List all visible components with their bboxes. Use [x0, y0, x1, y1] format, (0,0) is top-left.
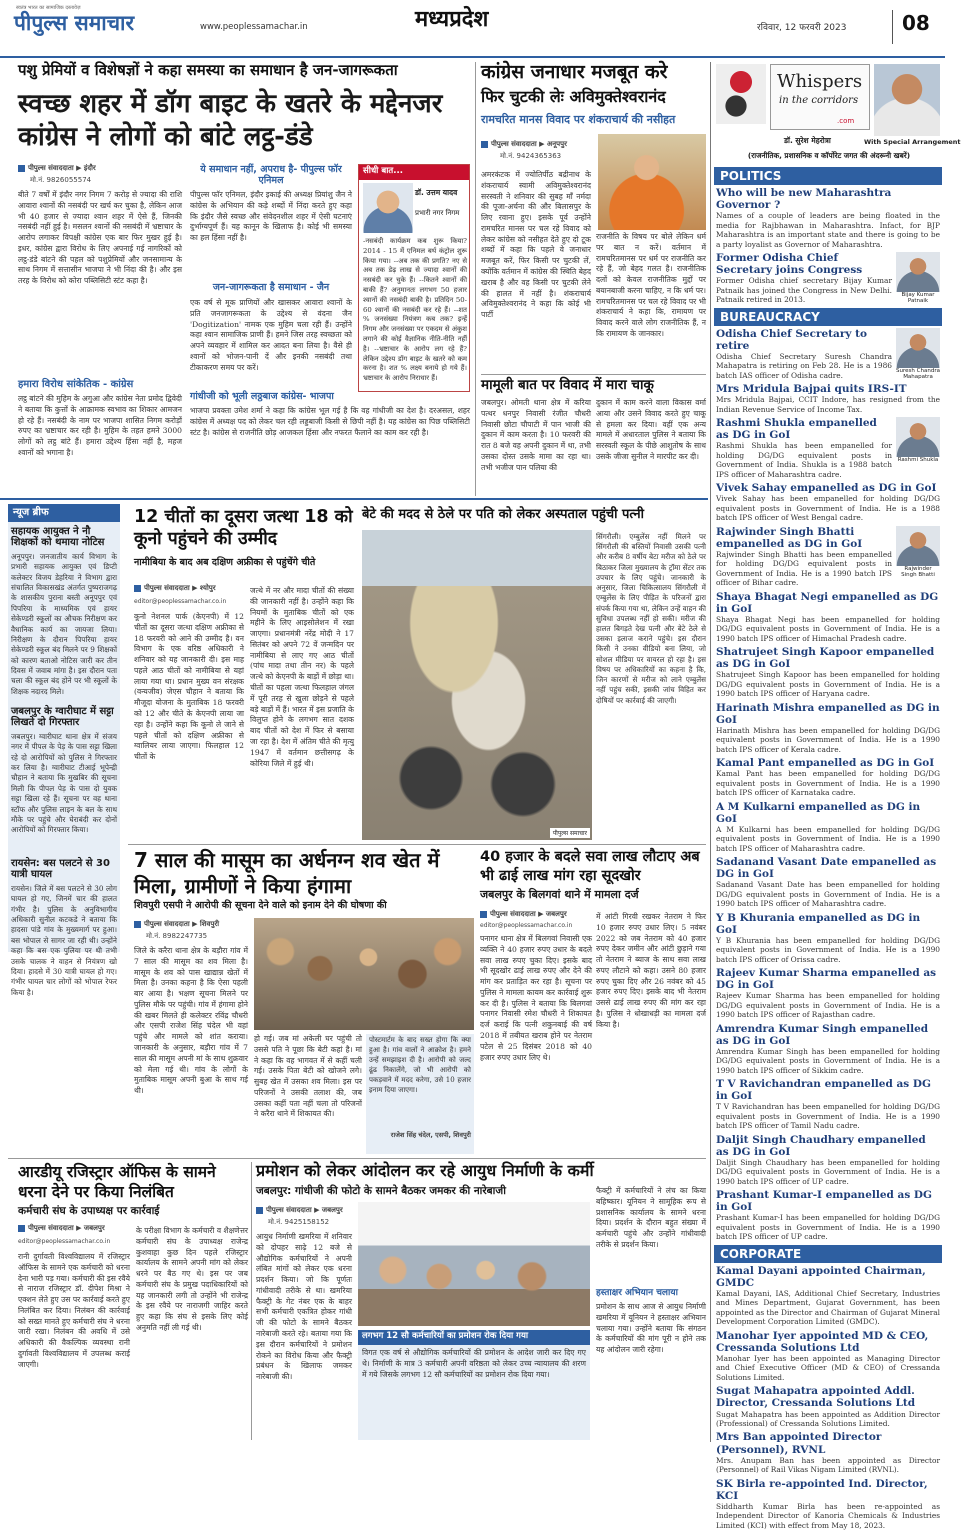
pin-icon [134, 585, 141, 592]
whisper-text: Rajeev Kumar Sharma has been empanelled for holding DG/DG equivalent posts in Government of India. He is a 1990 batch IPS officer of Rajasthan cadre. [716, 991, 940, 1019]
officer-caption: Rashmi Shukla [896, 457, 940, 463]
whisper-text: Kamal Pant has been empanelled for holding DG/DG equivalent posts in Government of India. He is a 1990 batch IPS officer of Karnataka cadre. [716, 769, 940, 797]
dog-subhead-1: हमारा विरोध सांकेतिक - कांग्रेस [18, 379, 182, 390]
brief-headline-3: रायसेन: बस पलटने से 30 यात्री घायल [11, 858, 117, 880]
chaku-body-2: दुकान में काम करने वाला विकास वर्मा आया और उसने विवाद करते हुए चाकू से हमला कर दिया। वहीं एक अन्य मामले में अधारताल पुलिस ने बताया कि सरस्वती स्कूल के पीछे आशुतोष के साथ उसके जीजा सुनील ने मारपीट कर दी। [596, 398, 706, 494]
whisper-text: Names of a couple of leaders are being floated in the media for Rajbhawan in Maharashtra. Infact, for BJP Maharashtra is an important state and there is going to be a party loyalist as Governor of Maharashtra. [716, 211, 940, 249]
cheetah-byline [134, 584, 244, 593]
dog-body-5: भाजपा प्रवक्ता उमेश शर्मा ने कहा कि कांग्रेस भूल गई है कि वह गांधीजी का देश है। दरअसल, शहर कांग्रेस में अध्यक्ष पद को लेकर चल रही लड्डबाजी किसी से छिपी नहीं है। यह कांग्रेस का पिछ पब्लिसिटी स्टंट है। कांग्रेस से राजनीति छोड़ आजकल हिंसा और नफरत फैलाने का काम कर रही है। [190, 406, 470, 494]
whisper-item [716, 1385, 940, 1428]
cheetah-body-2: जत्थे में नर और मादा चीतों की संख्या की जानकारी नहीं है। उन्होंने कहा कि नियमों के मुताबिक चीतों को एक महीने के लिए आइसोलेशन में रखा जाएगा। प्रधानमंत्री नरेंद्र मोदी ने 17 सितंबर को अपने 72 वें जन्मदिन पर नामीबिया से लाए गए आठ चीतों (पांच मादा तथा तीन नर) के पहले जत्थे को केएनपी के बाड़ों में छोड़ा था। चीतों का पहला जत्था फिलहाल जंगल में पूरी तरह से खुला छोड़ने से पहले बड़े बाड़ों में हैं। भारत में इस प्रजाति के विलुप्त होने के लगभग सात दशक बाद चीतों को देश में फिर से बसाया जा रहा है। देश में अंतिम चीते की मृत्यु 1947 में वर्तमान छत्तीसगढ़ के कोरिया जिले में हुई थी। [250, 586, 354, 840]
qa-portrait [363, 183, 413, 233]
whisper-headline: Who will be new Maharashtra Governor ? [716, 187, 940, 211]
paper-name: पीपुल्स समाचार [14, 12, 134, 36]
whisper-item [716, 252, 940, 305]
whisper-item [716, 526, 940, 588]
whisper-text: Kamal Dayani, IAS, Additional Chief Secretary, Industries and Mines Department, Gujarat Government, has been appointed as the Director and Chairman of Gujarat Mineral Development Corporation Limited (GMDC). [716, 1289, 940, 1327]
whisper-item [716, 801, 940, 854]
officer-photo [896, 417, 940, 463]
whisper-item [716, 383, 940, 414]
officer-portrait [896, 417, 940, 457]
dog-body-4: एक वर्ष से मूक प्राणियों और खासकर आवारा श्वानों के प्रति जनजागरूकता के उद्देश्य से वंदना जैन 'Dogitization' नामक एक मुहिम चला रही हैं। उन्होंने कहा श्वान सामाजिक प्राणी हैं। हमने जिस तरह स्वच्छता को अपने व्यवहार में शामिल कर आदत बना लिया है। वैसे ही श्वानों को भोजन-पानी दें और इनकी नसबंदी तथा टीकाकरण समय पर करें। [190, 298, 352, 388]
dog-subhead-2: ये समाधान नहीं, अपराध है- पीपुल्स फॉर एनिमल [190, 165, 352, 186]
whisper-item [716, 1431, 940, 1474]
column-divider [251, 1162, 252, 1440]
section-header-bureaucracy: BUREAUCRACY [714, 308, 942, 326]
officer-portrait [896, 328, 940, 368]
dog-mobile: मो.नं. 9826055574 [30, 176, 180, 185]
column-divider [475, 62, 476, 496]
issue-date: रविवार, 12 फरवरी 2023 [757, 20, 846, 33]
dog-kicker: पशु प्रेमियों व विशेषज्ञों ने कहा समस्या का समाधान है जन-जागरूकता [18, 62, 470, 79]
whisper-headline: Daljit Singh Chaudhary empanelled as DG in GoI [716, 1134, 940, 1158]
brief-headline-1: सहायक आयुक्त ने नौ शिक्षकों को थमाया नोटिस [11, 526, 117, 548]
officer-photo [896, 328, 940, 380]
section-title: मध्यप्रदेश [415, 8, 488, 33]
officer-portrait [896, 252, 940, 292]
qa-box [358, 164, 470, 392]
whisper-headline: Kamal Pant empanelled as DG in GoI [716, 757, 940, 769]
ordnance-byline [256, 1206, 366, 1215]
loan-subhead: जबलपुर के बिलगवां थाने में मामला दर्ज [480, 889, 706, 901]
whisper-text: Former Odisha chief secretary Bijay Kumar Patnaik has joined the Congress in New Delhi. Patnaik retired in 2013. [716, 276, 940, 304]
section-header-corporate: CORPORATE [714, 1245, 942, 1263]
congress-body-2: राजनीति के विषय पर बोले लेकिन धर्म पर बात न करें। वर्तमान में रामचरितमानस पर धर्म पर राजनीति कर रहे हैं, जो बेहद गलत है। राजनीतिक दलों को केवल राजनीतिक मुद्दों पर बयानबाजी करना चाहिए, न कि धर्म पर। रामचरितमानस पर चल रहे विवाद पर भी शंकराचार्य ने कहा कि, रामायण पर विवाद करने वाले लोग राजनीतिक हैं, न कि रामायण के जानकार। [596, 232, 706, 370]
whisper-headline: Mrs Ban appointed Director (Personnel), RVNL [716, 1431, 940, 1455]
officer-caption: Suresh Chandra Mahapatra [896, 368, 940, 380]
byline-text: पीपुल्स संवाददाता ▶ श्योपुर [144, 584, 216, 592]
byline-text: पीपुल्स संवाददाता ▶ शिवपुरी [144, 920, 219, 928]
whisper-item [716, 1189, 940, 1242]
whisper-item [716, 1265, 940, 1327]
whisper-headline: Harinath Mishra empanelled as DG in GoI [716, 702, 940, 726]
whisper-text: T V Ravichandran has been empanelled for holding DG/DG equivalent posts in Government of India. He is a 1990 batch IPS officer of Tamil Nadu cadre. [716, 1102, 940, 1130]
whisper-text: Rashmi Shukla has been empanelled for holding DG/DG equivalent posts in Government of India. Shukla is a 1988 batch IPS officer of Maharashtra cadre. [716, 441, 940, 479]
whisper-headline: Y B Khurania empanelled as DG in GoI [716, 912, 940, 936]
columnist-photo [874, 64, 940, 136]
whisper-text: Rajwinder Singh Bhatti has been empanelled for holding DG/DG equivalent posts in Government of India. He is a 1990 batch IPS officer of Bihar cadre. [716, 550, 940, 588]
ordnance-body-2: फैक्ट्री में कर्मचारियों ने लंच का किया बहिष्कार। यूनियन ने सामूहिक रूप से प्रशासनिक कार्यालय के सामने धरना दिया। प्रदर्शन के दौरान बहुत संख्या में कर्मचारी पहुंचे और उन्होंने गांधीवादी तरीके से प्रदर्शन किया। [596, 1186, 706, 1284]
thela-body: सिंगरौली। एम्बुलेंस नहीं मिलने पर सिंगरौली की बस्तियों निवासी उसकी पत्नी और करीब 8 वर्षीय बेटा मरीज को ठेले पर बिठाकर जिला मुख्यालय के ट्रॉमा सेंटर तक उपचार के लिए पहुंचे। जानकारी के अनुसार, जिला चिकित्सालय सिंगरौली में एम्बुलेंस के लिए पीड़ित के परिजनों द्वारा संपर्क किया गया था, लेकिन उन्हें वाहन की सुविधा उपलब्ध नहीं हो सकी। मरीज की हालत बिगड़ते देख पत्नी और बेटे ठेले से उसका इलाज कराने पहुंचे। इस दौरान किसी ने उनका वीडियो बना लिया, जो सोशल मीडिया पर वायरल हो रहा है। इस विषय पर अधिकारियों का कहना है कि, जिन कारणों से मरीज को लाने एम्बुलेंस नहीं पहुंच सकी, इसकी जांच विहित कर दोषियों पर कार्रवाई की जाएगी। [596, 532, 706, 838]
whisper-item [716, 1478, 940, 1530]
whisper-text: Daljit Singh Chaudhary has been empanelled for holding DG/DG equivalent posts in Government of India. He is a 1990 batch IPS officer of UP cadre. [716, 1158, 940, 1186]
whisper-item [716, 1134, 940, 1187]
whisper-headline: Mrs Mridula Bajpai quits IRS-IT [716, 383, 940, 395]
whisper-headline: Manohar Iyer appointed MD & CEO, Cressanda Solutions Ltd [716, 1330, 940, 1354]
cheetah-body-1: कूनो नेशनल पार्क (केएनपी) में 12 चीतों का दूसरा जत्था दक्षिण अफ्रीका से 18 फरवरी को आने की उम्मीद है। वन विभाग के एक वरिष्ठ अधिकारी ने शनिवार को यह जानकारी दी। इस माह पहले आठ चीतों को नामीबिया से यहां लाया गया था। प्रधान मुख्य वन संरक्षक (वन्यजीव) जेएस चौहान ने बताया कि मौजूदा योजना के मुताबिक 18 फरवरी को 12 और चीते के केएनपी लाया जा रहा है। उन्होंने कहा कि कूनो ले जाने से पहले चीतों को दक्षिण अफ्रीका से ग्वालियर लाया जाएगा। फिलहाल 12 चीतों के [134, 612, 244, 840]
logo-title-1: Whispers [777, 71, 862, 92]
whisper-headline: Amrendra Kumar Singh empanelled as DG in GoI [716, 1023, 940, 1047]
byline-text: पीपुल्स संवाददाता ▶ जबलपुर [266, 1206, 343, 1214]
whisper-item [716, 1330, 940, 1383]
whisper-item [716, 1078, 940, 1131]
date-divider [892, 10, 893, 44]
minor-body-1: जिले के करैरा थाना क्षेत्र के बड़ौरा गांव में 7 साल की मासूम का शव मिला है। मासूम के शव को पास खाद्यान्न खेतों में मिला है। उनका कहना है कि ऐसा पहली बार आया है। भक्षण सूचना मिलने पर पुलिस मौके पर पहुंची। गांव में हंगामा होने की खबर मिलते ही कलेक्टर रविंद्र चौधरी और एसपी राजेश सिंह चंदेल भी वहां पहुंचे और मामले को शांत कराया। जानकारी के अनुसार, बड़ौरा गांव में 7 साल की मासूम अपनी मां के साथ शुक्रवार को मेला गई थी। गांव के लोगों के मुताबिक मासूम अपनी बुआ के साथ गई थी। [134, 946, 248, 1154]
whisper-item [716, 646, 940, 699]
whisper-item [716, 591, 940, 644]
cheetah-subhead: नामीबिया के बाद अब दक्षिण अफ्रीका से पहुंचेंगे चीते [134, 558, 354, 569]
pin-icon [481, 141, 488, 148]
logo-title-2: in the corridors [779, 95, 867, 106]
qa-role: प्रभारी नगर निगम [415, 209, 469, 218]
qa-label: सीधी बात... [359, 165, 469, 180]
logo-domain: .com [837, 117, 854, 125]
brief-body-1: अनूपपुर। जनजातीय कार्य विभाग के प्रभारी सहायक आयुक्त एवं डिप्टी कलेक्टर विजय डेहरिया ने विभाग द्वारा संचालित विकासखंड अंतर्गत पुष्पराजगढ़ के शासकीय पुराना बस्ती अनूपपुर एवं पिपरिया के माध्यमिक एवं हायर सेकेण्डरी स्कूलों का औचक निरीक्षण कर वैधानिक कार्य का जायजा लिया। निरीक्षण के दौरान पिपरिया हायर सेकेण्डरी स्कूल बंद मिलने पर 9 शिक्षकों को कारण बताओ नोटिस जारी कर तीन दिवस में जवाब मांगा है। इस दौरान पता चला की स्कूल बंद होने पर भी स्कूलों के शिक्षक नदारद मिले। [11, 552, 117, 702]
dog-headline: स्वच्छ शहर में डॉग बाइट के खतरे के मद्देनजर कांग्रेस ने लोगों को बांटे लट्ठ-डंडे [18, 88, 470, 155]
pin-icon [480, 911, 487, 918]
whisper-text: Shaya Bhagat Negi has been empanelled for holding DG/DG equivalent posts in Government of India. He is a 1990 batch IPS officer of Himachal Pradesh cadre. [716, 615, 940, 643]
section-header-politics: POLITICS [714, 167, 942, 185]
whisper-headline: Rashmi Shukla empanelled as DG in GoI [716, 417, 940, 441]
thela-photo [362, 530, 592, 840]
news-brief-label: न्यूज ब्रीफ [8, 504, 120, 522]
whispers-tagline: (राजनीतिक, प्रशासनिक व कॉर्पोरेट जगत की अंदरूनी खबरें) [716, 151, 942, 161]
officer-caption: Bijay Kumar Patnaik [896, 292, 940, 304]
whisper-text: Y B Khurania has been empanelled for holding DG/DG equivalent posts in Government of India. He is a 1990 batch IPS officer of Orissa cadre. [716, 936, 940, 964]
photo-credit: पीपुल्स समाचार [550, 828, 590, 838]
column-divider-right [710, 62, 711, 1442]
whisper-text: Sadanand Vasant Date has been empanelled for holding DG/DG equivalent posts in Government of India. He is a 1990 batch IPS officer of Maharashtra cadre. [716, 880, 940, 908]
congress-subhead: रामचरित मानस विवाद पर शंकराचार्य की नसीहत [481, 114, 706, 126]
whisper-text: Sugat Mahapatra has been appointed as Addition Director (Professional) of Cressanda Solutions Limited. [716, 1410, 940, 1429]
ordnance-body-3: प्रमोशन के साथ आज से आयुध निर्माणी खमरिया में यूनियन ने हस्ताक्षर अभियान चलाया गया। उन्होंने बताया कि संगठन के कर्मचारियों की मांग पूरी न होने तक यह आंदोलन जारी रहेगा। [596, 1302, 706, 1440]
loan-body-1: पनागर थाना क्षेत्र में बिलगवां निवासी एक व्यक्ति ने 40 हजार रुपए उधार के बदले सवा लाख रुपए चुका दिए। इसके बाद भी सूदखोर ढाई लाख रुपए और देने की मांग कर प्रताड़ित कर रहा है। सूचना पर पुलिस ने मामला कायम कर कार्रवाई शुरू कर दी है। पुलिस ने बताया कि बिलगवां पनागर निवासी रमेश चौधरी ने शिकायत दर्ज कराई कि पत्नी शकुनबाई की वर्ष 2018 में तबीयत खराब होने पर नेतराम पटेल से 25 दिसंबर 2018 को 40 हजार रुपए उधार लिए थे। [480, 934, 592, 1154]
page-number: 08 [902, 12, 930, 34]
whisper-text: Mrs Mridula Bajpai, CCIT Indore, has resigned from the Indian Revenue Service of Income Tax. [716, 395, 940, 414]
news-brief-column [8, 504, 120, 952]
minor-body-2: हो गई। जब मां अकेली घर पहुंची तो उससे पति ने पूछा कि बेटी कहां है। मां ने कहा कि वह भागवत में से कहीं चली गई। उसके पिता बेटी को खोजने लगे। सुबह खेत में उसका शव मिला। इस पर परिजनों ने उसकी तलाश की, जब उसका कहीं पता नहीं चला तो परिजनों ने करैरा थाने में शिकायत की। [254, 1034, 362, 1154]
whisper-text: Mrs. Anupam Ban has been appointed as Director (Personnel) of Rail Vikas Nigam Limited (RVNL). [716, 1456, 940, 1475]
whisper-headline: Vivek Sahay empanelled as DG in GoI [716, 482, 940, 494]
whisper-headline: SK Birla re-appointed Ind. Director, KCI [716, 1478, 940, 1502]
ordnance-subhead: जबलपुर: गांधीजी की फोटो के सामने बैठकर जमकर की नारेबाजी [256, 1186, 596, 1198]
whisper-headline: Rajwinder Singh Bhatti empanelled as DG in GoI [716, 526, 940, 550]
qa-text: -नसबंदी कार्यक्रम कब शुरू किया? 2014 - 15 में एनिमल बर्थ कंट्रोल शुरू किया गया। --अब तक की प्रगति? नए से अब तक डेढ़ लाख से ज्यादा श्वानों की नसबंदी कर चुके हैं। --कितने श्वानों की बाकी हैं? अनुमानतः लगभग 50 हजार श्वानों की नसबंदी बाकी है। प्रतिदिन 50-60 श्वानों की नसबंदी कर रहे हैं। --शत % जनसंख्या नियंत्रण कब तक? इन्हें निगम और जनसंख्या पर एकदम से अंकुश लगाने की कोई वैज्ञानिक नीति-नीति नहीं है। --भ्रष्टाचार के आरोप लग रहे हैं? लेकिन उद्देश्य डॉग बाइट के खतरे को कम करना है। शत % लक्ष्य बनाये हो गये हैं। भ्रष्टाचार के आरोप निराधार हैं। [363, 237, 467, 389]
section-rule [0, 498, 708, 500]
whisper-item [716, 967, 940, 1020]
byline-text: पीपुल्स संवाददाता ▶ जबलपुर [490, 910, 567, 918]
ordnance-body-1: आयुध निर्माणी खमरिया में शनिवार को दोपहर साढ़े 12 बजे से औद्योगिक कर्मचारियों ने अपनी लंबित मांगों को लेकर एक धरना प्रदर्शन किया। जो कि पूर्णतः गांधीवादी तरीके से था। खमरिया फैक्ट्री के गेट नंबर एक के बाहर सभी कर्मचारी एकत्रित होकर गांधी जी की फोटो के सामने बैठकर नारेबाजी करते रहे। बताया गया कि इस दौरान कर्मचारियों ने प्रमोशन रोकने का विरोध किया और फैक्ट्री प्रबंधन के खिलाफ जमकर नारेबाजी की। [256, 1232, 352, 1440]
cheetah-email: editor@peoplessamachar.co.in [134, 598, 254, 605]
sp-quote-box [366, 1034, 474, 1154]
minor-subhead: शिवपुरी एसपी ने आरोपी की सूचना देने वाले को इनाम देने की घोषणा की [134, 901, 474, 912]
dog-subhead-4: गांधीजी को भूली लठ्ठबाज कांग्रेस- भाजपा [190, 392, 470, 403]
officer-photo [896, 252, 940, 304]
chaku-body-1: जबलपुर। ओमती थाना क्षेत्र में करिया पत्थर धनपुर निवासी रंजीत चौधरी निवासी छोटा चौपाटी में पान भाजी की दुकान में काम करता है। 10 फरवरी की रात 8 बजे वह अपनी दुकान में था, तभी उसका दोस्त उसके मामा का रहा था। तभी भजीज पान पलिया की [481, 398, 591, 494]
officer-caption: Rajwinder Singh Bhatti [896, 566, 940, 578]
special-arrangement: With Special Arrangement [864, 138, 944, 146]
loan-headline: 40 हजार के बदले सवा लाख लौटाए अब भी ढाई लाख मांग रहा सूदखोर [480, 848, 706, 886]
masthead [0, 0, 945, 58]
whisper-item [716, 482, 940, 522]
rdu-body-2: के परीक्षा विभाग के कर्मचारी व शैक्षणेत्तर कर्मचारी संघ के उपाध्यक्ष राजेन्द्र कुशवाहा कुछ दिन पहले रजिस्ट्रार कार्यालय के सामने अपनी मांग को लेकर धरने पर बैठ गए थे। इस पर जब कर्मचारी संघ के प्रमुख पदाधिकारियों को यह जानकारी लगी तो उन्होंने भी राजेन्द्र के इस रवैये पर नाराजगी जाहिर करते हुए कहा कि संघ से इसके लिए कोई अनुमति नहीं ली गई थी। [136, 1226, 248, 1440]
whisper-headline: Sadanand Vasant Date empanelled as DG in GoI [716, 856, 940, 880]
byline-text: पीपुल्स संवाददाता ▶ अनूपपुर [491, 140, 567, 148]
pin-icon [18, 1225, 25, 1232]
thela-headline: बेटे की मदद से ठेले पर पति को लेकर अस्पताल पहुंची पत्नी [362, 508, 706, 523]
promotion-inset [358, 1330, 590, 1440]
whisper-text: Amrendra Kumar Singh has been empanelled for holding DG/DG equivalent posts in Government of India. He is a 1990 batch IPS officer of Sikkim cadre. [716, 1047, 940, 1075]
columnist-name: डॉ. सुरेश मेहरोत्रा [784, 136, 864, 146]
brief-body-2: जबलपुर। ग्वारीघाट थाना क्षेत्र में संजय नगर में पीपल के पेड़ के पास सट्टा खिला रहे दो आरोपियों को पुलिस ने गिरफ्तार कर लिया है। ग्वारीघाट टीआई भूपेन्द्री चौहान ने बताया कि मुखबिर की सूचना मिली कि पीपल पेड़ के पास दो युवक सट्टा खिला रहे हैं। सूचना पर वह थाना स्टॉफ और पुलिस लाइन के बल के साथ मौके पर पहुंचे और घेराबंदी कर दोनों आरोपियों को गिरफ्तार किया। [11, 732, 117, 854]
sp-quote-sign: राजेश सिंह चंदेल, एसपी, शिवपुरी [369, 1130, 471, 1139]
brief-headline-2: जबलपुर के ग्वारीघाट में सट्टा लिखते दो गिरफ्तार [11, 706, 117, 728]
whisper-text: Siddharth Kumar Birla has been re-appointed as Independent Director of Kanoria Chemicals & Industries Limited (KCI) with effect from May 18, 2023. [716, 1502, 940, 1530]
whisper-item [716, 757, 940, 797]
pin-icon [256, 1207, 263, 1214]
whisper-item [716, 417, 940, 479]
congress-body-1: अमरकंटक में ज्योतिर्पीठ बद्रीनाथ के शंकराचार्य स्वामी अविमुक्तेश्वरानंद सरस्वती ने शनिवार की सुबह माँ नर्मदा की पूजा-अर्चना की और बिलासपुर के लिए रवाना हुए। इसके पूर्व उन्होंने रामचरित मानस पर चल रहे विवाद को लेकर कांग्रेस को नसीहत देते हुए दो टूक शब्दों में कहा कि पहले वे जनाधार मजबूत करें, फिर किसी पर चुटकी लें, क्योंकि वर्तमान में कांग्रेस की स्थिति बेहद खराब है और वह किसी पर चुटकी लेने की हालत में नहीं है। शंकराचार्य अविमुक्तेश्वरानंद ने कहा कि कोई भी पार्टी [481, 170, 591, 370]
whisper-headline: T V Ravichandran empanelled as DG in GoI [716, 1078, 940, 1102]
minor-mobile: मो.नं. 8982247735 [146, 932, 256, 941]
whisper-headline: Prashant Kumar-I empanelled as DG in GoI [716, 1189, 940, 1213]
whisper-text: A M Kulkarni has been empanelled for holding DG/DG equivalent posts in Government of India. He is a 1990 batch IPS officer of Maharashtra cadre. [716, 825, 940, 853]
whisper-headline: Kamal Dayani appointed Chairman, GMDC [716, 1265, 940, 1289]
protest-photo [358, 1202, 590, 1326]
whispers-panel [714, 62, 942, 1442]
rdu-body-1: रानी दुर्गावती विश्वविद्यालय में रजिस्ट्रार ऑफिस के सामने एक कर्मचारी को धरना देना भारी पड़ गया। कर्मचारी की इस रवैये से नाराज रजिस्ट्रार डॉ. दीपेश मिश्रा ने एक्शन लेते हुए उस पर कार्रवाई करते हुए निलंबित कर दिया। निलंबन की कार्रवाई को सख्त मानते हुए कर्मचारी संघ ने धरना जारी रखा। निलंबन की अवधि में उसे अधिकारी की वैकल्पिक व्यवस्था रानी दुर्गावती विश्वविद्यालय में उपलब्ध कराई जाएगी। [18, 1252, 130, 1440]
dog-body-3: पीपुल्स फॉर एनिमल, इंदौर इकाई की अध्यक्ष प्रियांशु जैन ने कांग्रेस के अभियान की कड़े शब्दों में निंदा करते हुए कहा कि इंदौर जैसे स्वच्छ और संवेदनशील शहर में ऐसी घटनाएं दुर्भाग्यपूर्ण हैं। यह कानून के खिलाफ है। कोई भी समस्या का हल हिंसा नहीं है। [190, 190, 352, 278]
officer-photo [896, 526, 940, 578]
whisper-item [716, 912, 940, 965]
whisper-item [716, 1023, 940, 1076]
ordnance-headline: प्रमोशन को लेकर आंदोलन कर रहे आयुध निर्माणी के कर्मी [256, 1162, 706, 1180]
whisper-headline: Odisha Chief Secretary to retire [716, 328, 940, 352]
village-crowd-photo [254, 918, 474, 1030]
loan-byline [480, 910, 590, 919]
whisper-item [716, 702, 940, 755]
shankaracharya-photo [598, 134, 706, 230]
whisper-text: Harinath Mishra has been empanelled for holding DG/DG equivalent posts in Government of India. He is a 1990 batch IPS officer of Kerala cadre. [716, 726, 940, 754]
brief-body-3: रायसेन। जिले में बस पलटने से 30 लोग घायल हो गए, जिनमें चार की हालत गंभीर है। पुलिस के अनुविभागीय अधिकारी सुनील कटकडे ने बताया कि हादसा पांडे गांव के मुख्यमार्ग पर हुआ। बस भोपाल से सागर जा रही थी। उन्होंने कहा कि बस एक पुलिया पर थी तभी उसके चालक ने वाहन से नियंत्रण खो दिया। हादसे में 30 यात्री घायल हो गए। गंभीर घायल चार लोगों को भोपाल रेफर किया है। [11, 884, 117, 950]
section-rule [8, 1158, 706, 1159]
whisper-headline: A M Kulkarni empanelled as DG in GoI [716, 801, 940, 825]
whisper-headline: Rajeev Kumar Sharma empanelled as DG in GoI [716, 967, 940, 991]
qa-person: डॉ. उत्तम यादव [415, 189, 469, 197]
inset-title: लगभग 12 सौ कर्मचारियों का प्रमोशन रोक दिया गया [358, 1330, 590, 1345]
whisper-item [716, 328, 940, 381]
minor-byline [134, 920, 254, 929]
chaku-headline: मामूली बात पर विवाद में मारा चाकू [481, 378, 706, 393]
byline-text: पीपुल्स संवाददाता ▶ जबलपुर [28, 1224, 105, 1232]
sp-quote-text: पोस्टमार्टम के बाद सख्त होगा कि क्या हुआ है। गांव वालों ने आक्रोश है। हमने उन्हें समझाइश दी है। आरोपी को जल्द ढूंढ निकालेंगे, जो भी आरोपी को पकड़वाने में मदद करेगा, उसे 10 हजार इनाम दिया जाएगा। [369, 1036, 471, 1130]
whisper-headline: Shaya Bhagat Negi empanelled as DG in GoI [716, 591, 940, 615]
whisper-text: Prashant Kumar-I has been empanelled for holding DG/DG equivalent posts in Government of India. He is a 1990 batch IPS officer of UP cadre. [716, 1213, 940, 1241]
whispers-sections [714, 164, 942, 1440]
ordnance-mobile: मो.नं. 9425158152 [268, 1218, 368, 1227]
congress-byline [481, 140, 591, 149]
congress-headline-2: फिर चुटकी लेः अविमुक्तेश्वरानंद [481, 88, 706, 106]
rdu-byline [18, 1224, 138, 1233]
pin-icon [18, 165, 25, 172]
dog-body-1: बीते 7 वर्षों में इंदौर नगर निगम 7 करोड़ से ज्यादा की राशि आवारा श्वानों की नसबंदी पर खर्च कर चुका है, लेकिन आज भी 40 हजार से ज्यादा श्वान शहर में ऐसे हैं, जिनकी नसबंदी नहीं हुई है। मसलन श्वानों की नसबंदी में भ्रष्टाचार के आरोप लगाकर विपक्षी कांग्रेस एक बार फिर मुखर हुई है। इधर, कांग्रेस द्वारा विरोध के लिए अपनाई गई नागरिकों को लट्ठ-डंडे बांटने की पहल को पशुप्रेमियों और जनसामान्य के साथ निगम में सत्तासीन भाजपा ने भी निंदा की है। और इस तरह के विरोध को कोरा पब्लिसिटी स्टंट कहा है। [18, 190, 182, 376]
dog-byline [18, 164, 188, 173]
loan-body-2: में आंटी गिरवी रखकर नेतराम ने फिर 10 हजार रुपए उधार लिए। 5 नवंबर 2022 को जब नेतराम को 40 हजार रुपए देकर जमीन और आंटी छुड़ाने गया तो नेतराम ने ब्याज के साथ सवा लाख रुपए लौटाने को कहा। उसने 80 हजार रुपए चुका दिए और 26 नवंबर को 45 हजार रुपए दिए। इसके बाद भी नेतराम उससे ढाई लाख रुपए की मांग कर रहा है। पुलिस ने धोखाधड़ी का मामला दर्ज किया है। [596, 912, 706, 1154]
whisper-text: Odisha Chief Secretary Suresh Chandra Mahapatra is retiring on Feb 28. He is a 1986 batch IAS officer of Odisha cadre. [716, 352, 940, 380]
pin-icon [134, 921, 141, 928]
whisper-headline: Sugat Mahapatra appointed Addl. Director, Cressanda Solutions Ltd [716, 1385, 940, 1409]
minor-headline: 7 साल की मासूम का अर्धनग्न शव खेत में मिला, ग्रामीणों ने किया हंगामा [134, 848, 474, 899]
congress-headline-1: कांग्रेस जनाधार मजबूत करे [481, 62, 706, 83]
whispers-logo [770, 64, 870, 130]
whisper-item [716, 187, 940, 249]
cheetah-headline: 12 चीतों का दूसरा जत्था 18 को कूनो पहुंचने की उम्मीद [134, 506, 354, 551]
inset-body: विगत एक वर्ष से औद्योगिक कर्मचारियों की प्रमोशन के आदेश जारी कर दिए गए थे। निर्माणी के मात्र 3 कर्मचारी अपनी वरिष्ठता को लेकर उच्च न्यायालय की शरण में गये जिसके लगभग 12 सौ कर्मचारियों का प्रमोशन रोक दिया गया। [362, 1348, 586, 1438]
officer-portrait [896, 526, 940, 566]
whisper-item [716, 856, 940, 909]
rdu-email: editor@peoplessamachar.co.in [18, 1238, 138, 1245]
loan-email: editor@peoplessamachar.co.in [480, 922, 600, 929]
phone-illustration [716, 64, 766, 124]
section-rule [128, 844, 706, 845]
whisper-headline: Former Odisha Chief Secretary joins Congress [716, 252, 940, 276]
whisper-text: Vivek Sahay has been empanelled for holding DG/DG equivalent posts in Government of India. He is a 1988 batch IPS officer of West Bengal cadre. [716, 494, 940, 522]
whisper-text: Manohar Iyer has been appointed as Managing Director and Chief Executive Officer (MD & CEO) of Cressanda Solutions Limited. [716, 1354, 940, 1382]
dog-subhead-3: जन-जागरूकता है समाधान - जैन [190, 283, 352, 294]
congress-mobile: मो.नं. 9424365363 [500, 152, 600, 161]
ordnance-subhead-2: हस्ताक्षर अभियान चलाया [596, 1288, 706, 1298]
rdu-headline: आरडीयू रजिस्ट्रार ऑफिस के सामने धरना देने पर किया निलंबित [18, 1162, 248, 1202]
rdu-subhead: कर्मचारी संघ के उपाध्यक्ष पर कार्रवाई [18, 1206, 248, 1218]
whisper-headline: Shatrujeet Singh Kapoor empanelled as DG in GoI [716, 646, 940, 670]
whisper-text: Shatrujeet Singh Kapoor has been empanelled for holding DG/DG equivalent posts in Government of India. He is a 1990 batch IPS officer of Haryana cadre. [716, 670, 940, 698]
paper-tagline: स्वतंत्र भारत का सामाजिक दस्तावेज़ [16, 5, 81, 11]
website-link[interactable]: www.peoplessamachar.in [200, 22, 308, 32]
section-rule [481, 374, 706, 375]
dog-body-2: लट्ठ बांटने की मुहिम के अगुआ और कांग्रेस नेता प्रमोद द्विवेदी ने बताया कि कुत्तों के आक्रामक स्वभाव का शिकार आमजन हो रहे हैं। नसबंदी के नाम पर भाजपा शासित निगम करोड़ों रुपए का भ्रष्टाचार कर रही है। मुहिम के तहत हमने 3000 लोगों को लट्ठ बांटे हैं। हमारा उद्देश्य हिंसा नहीं है, महज श्वानों को भगाना है। [18, 394, 182, 494]
byline-text: पीपुल्स संवाददाता ▶ इंदौर [28, 164, 96, 172]
